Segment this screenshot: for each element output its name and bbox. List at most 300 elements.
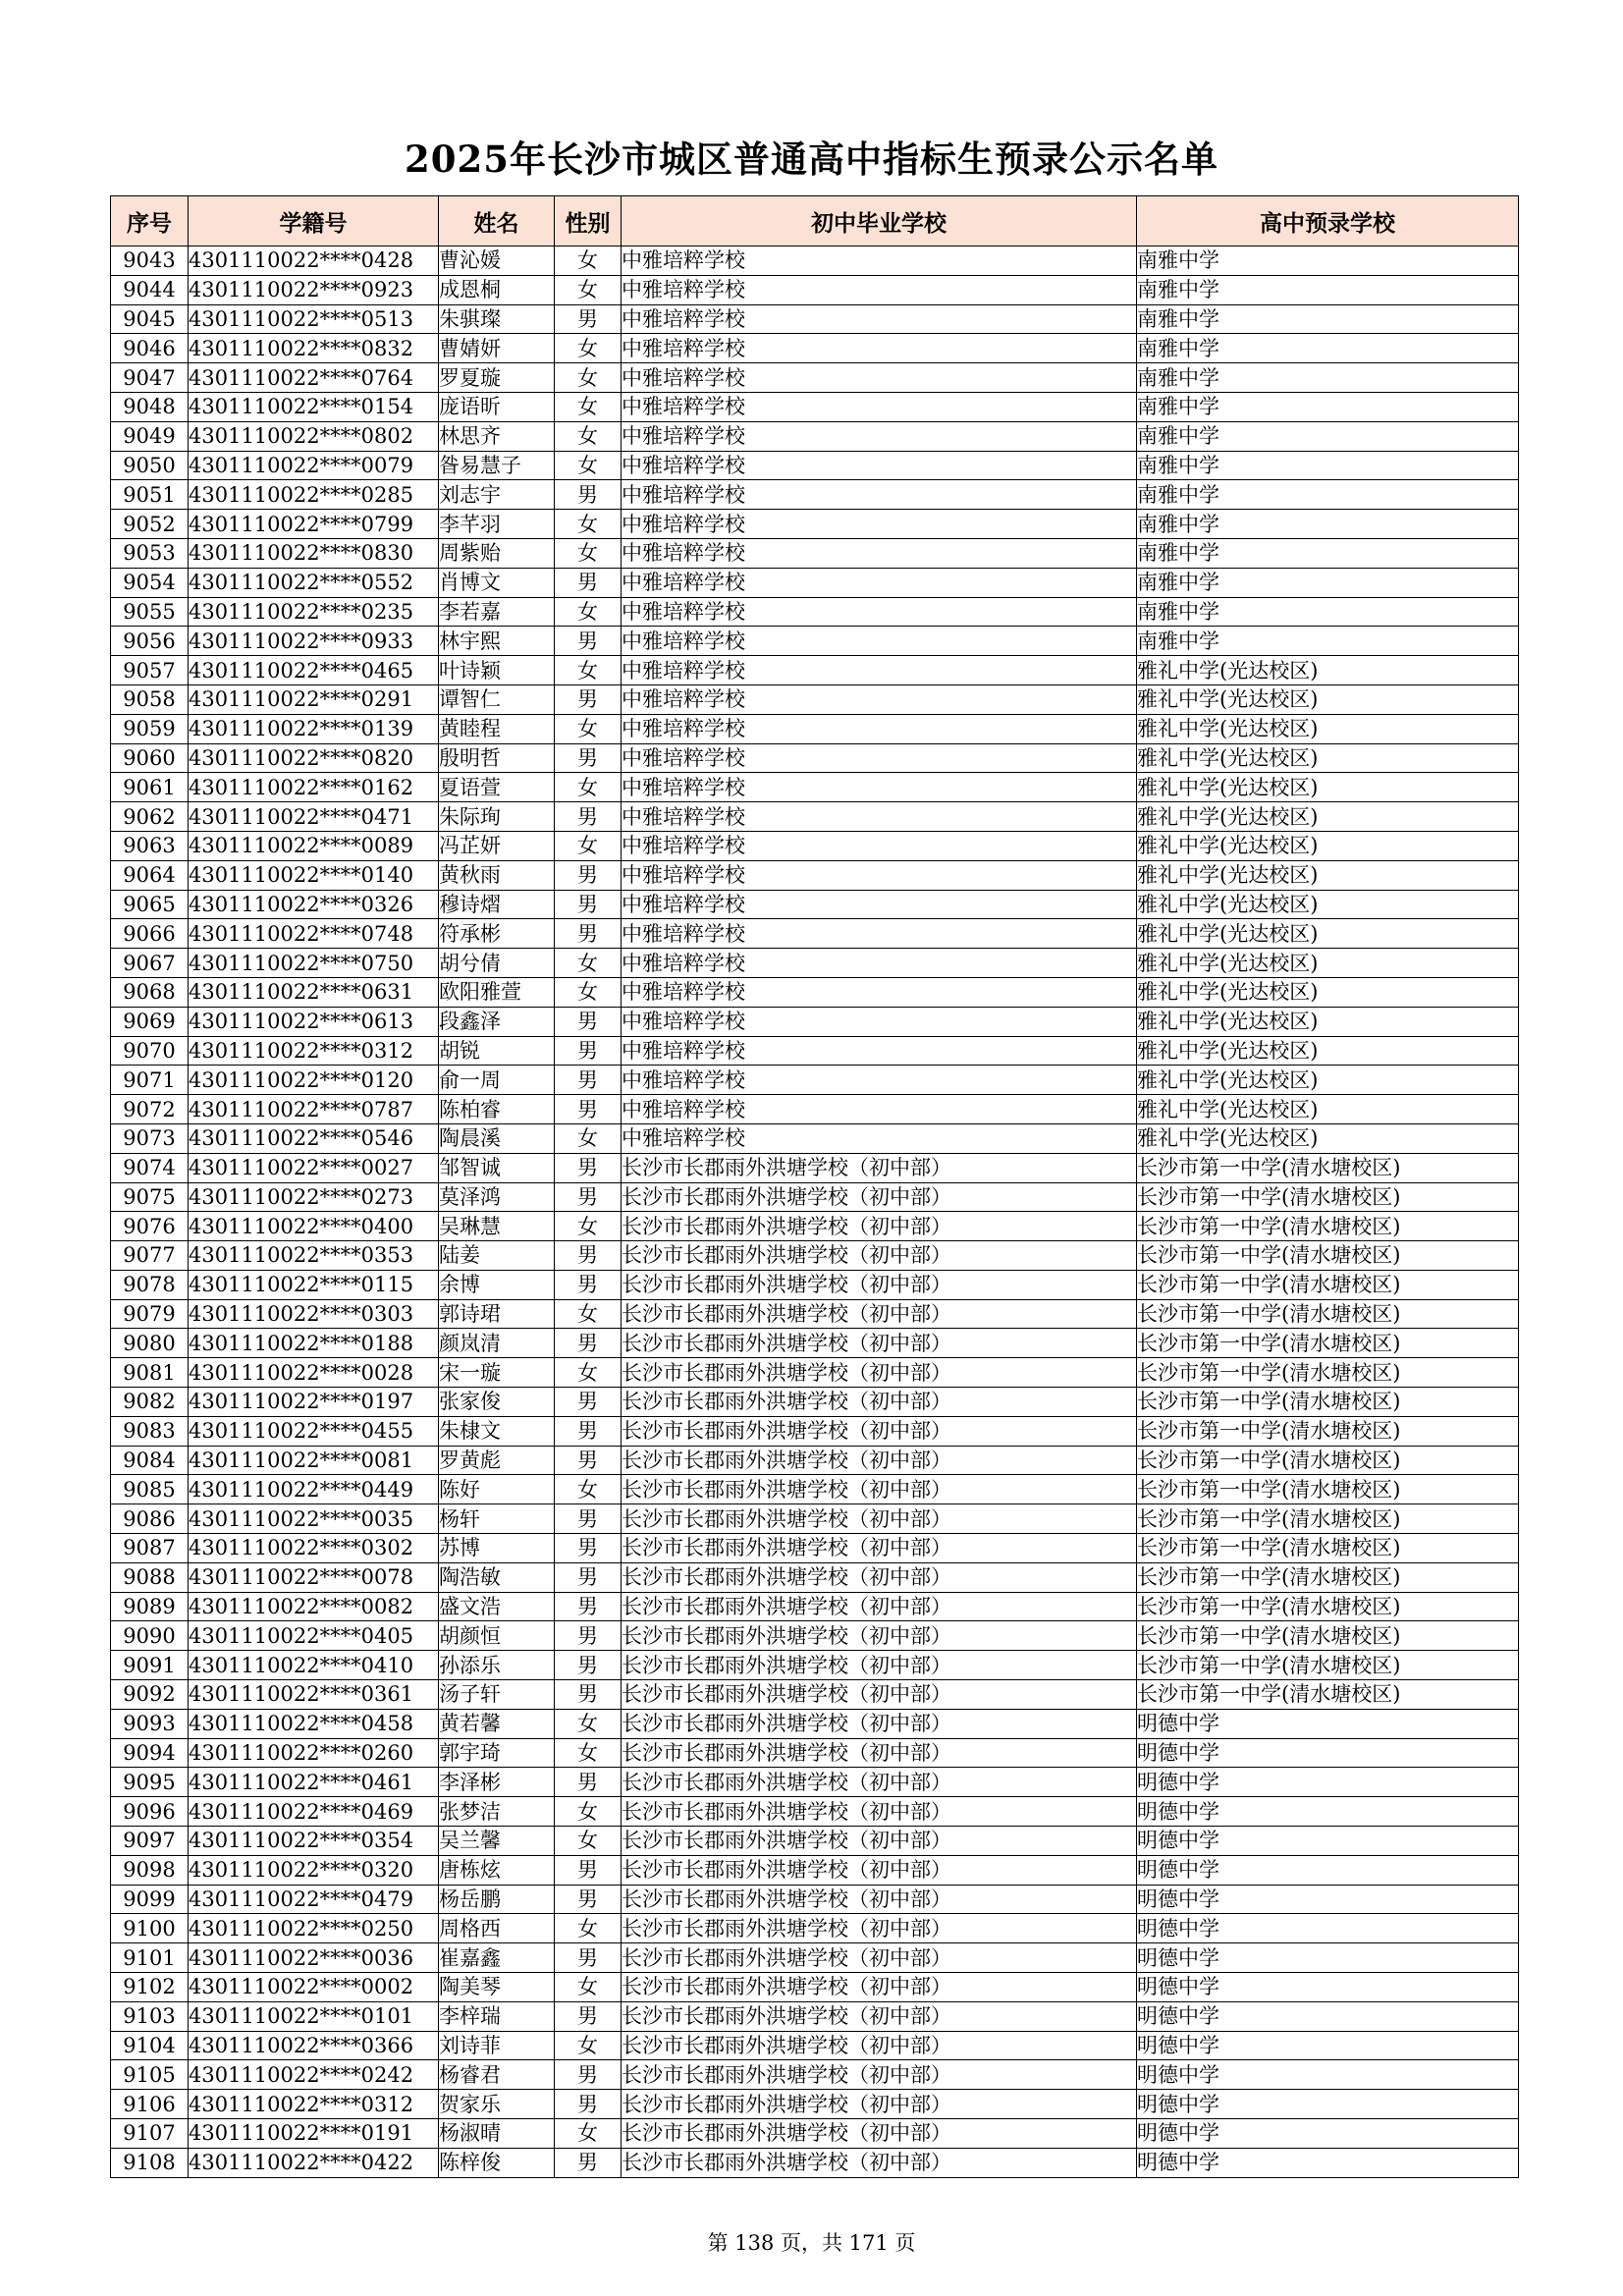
student-name-cell: 胡颜恒 bbox=[439, 1621, 555, 1651]
student-name-cell: 郭宇琦 bbox=[439, 1738, 555, 1768]
column-header-seq: 序号 bbox=[111, 196, 189, 246]
high-school-cell: 长沙市第一中学(清水塘校区) bbox=[1137, 1270, 1519, 1299]
gender-cell: 男 bbox=[555, 627, 622, 656]
table-row bbox=[111, 275, 1519, 304]
gender-cell: 男 bbox=[555, 1036, 622, 1066]
table-row bbox=[111, 1270, 1519, 1299]
high-school-cell: 明德中学 bbox=[1137, 1973, 1519, 2002]
student-name-cell: 殷明哲 bbox=[439, 743, 555, 773]
seq-cell: 9076 bbox=[111, 1212, 189, 1241]
gender-cell: 男 bbox=[555, 2060, 622, 2090]
high-school-cell: 长沙市第一中学(清水塘校区) bbox=[1137, 1182, 1519, 1212]
seq-cell: 9096 bbox=[111, 1797, 189, 1827]
seq-cell: 9046 bbox=[111, 334, 189, 363]
seq-cell: 9095 bbox=[111, 1768, 189, 1797]
gender-cell: 女 bbox=[555, 714, 622, 743]
middle-school-cell: 长沙市长郡雨外洪塘学校（初中部） bbox=[622, 1299, 1137, 1329]
table-row bbox=[111, 363, 1519, 393]
high-school-cell: 长沙市第一中学(清水塘校区) bbox=[1137, 1504, 1519, 1534]
student-name-cell: 叶诗颖 bbox=[439, 656, 555, 685]
table-row bbox=[111, 1153, 1519, 1182]
student-id-cell: 4301110022****0513 bbox=[189, 304, 439, 334]
student-id-cell: 4301110022****0361 bbox=[189, 1680, 439, 1710]
middle-school-cell: 长沙市长郡雨外洪塘学校（初中部） bbox=[622, 1182, 1137, 1212]
table-row bbox=[111, 1329, 1519, 1358]
table-row bbox=[111, 1621, 1519, 1651]
student-name-cell: 黄秋雨 bbox=[439, 860, 555, 890]
table-row bbox=[111, 773, 1519, 802]
student-name-cell: 孙添乐 bbox=[439, 1651, 555, 1680]
student-id-cell: 4301110022****0197 bbox=[189, 1388, 439, 1417]
student-name-cell: 朱棣文 bbox=[439, 1416, 555, 1446]
student-id-cell: 4301110022****0410 bbox=[189, 1651, 439, 1680]
middle-school-cell: 中雅培粹学校 bbox=[622, 510, 1137, 539]
table-row bbox=[111, 597, 1519, 627]
student-id-cell: 4301110022****0353 bbox=[189, 1241, 439, 1271]
high-school-cell: 雅礼中学(光达校区) bbox=[1137, 977, 1519, 1007]
gender-cell: 女 bbox=[555, 2031, 622, 2060]
middle-school-cell: 中雅培粹学校 bbox=[622, 392, 1137, 421]
gender-cell: 男 bbox=[555, 2090, 622, 2119]
seq-cell: 9107 bbox=[111, 2119, 189, 2149]
student-name-cell: 冯芷妍 bbox=[439, 831, 555, 860]
middle-school-cell: 中雅培粹学校 bbox=[622, 363, 1137, 393]
student-name-cell: 黄若馨 bbox=[439, 1709, 555, 1738]
seq-cell: 9073 bbox=[111, 1123, 189, 1153]
table-row bbox=[111, 890, 1519, 919]
gender-cell: 男 bbox=[555, 1066, 622, 1095]
gender-cell: 男 bbox=[555, 1182, 622, 1212]
gender-cell: 女 bbox=[555, 773, 622, 802]
seq-cell: 9101 bbox=[111, 1943, 189, 1973]
seq-cell: 9097 bbox=[111, 1827, 189, 1856]
seq-cell: 9045 bbox=[111, 304, 189, 334]
column-header-gender: 性别 bbox=[555, 196, 622, 246]
student-id-cell: 4301110022****0079 bbox=[189, 451, 439, 480]
student-name-cell: 朱骐璨 bbox=[439, 304, 555, 334]
middle-school-cell: 中雅培粹学校 bbox=[622, 538, 1137, 568]
student-id-cell: 4301110022****0458 bbox=[189, 1709, 439, 1738]
student-name-cell: 张梦洁 bbox=[439, 1797, 555, 1827]
table-row bbox=[111, 1973, 1519, 2002]
student-id-cell: 4301110022****0400 bbox=[189, 1212, 439, 1241]
seq-cell: 9090 bbox=[111, 1621, 189, 1651]
middle-school-cell: 长沙市长郡雨外洪塘学校（初中部） bbox=[622, 1914, 1137, 1943]
middle-school-cell: 中雅培粹学校 bbox=[622, 334, 1137, 363]
gender-cell: 男 bbox=[555, 1651, 622, 1680]
gender-cell: 男 bbox=[555, 1446, 622, 1475]
high-school-cell: 长沙市第一中学(清水塘校区) bbox=[1137, 1534, 1519, 1563]
gender-cell: 女 bbox=[555, 392, 622, 421]
table-row bbox=[111, 2119, 1519, 2149]
student-id-cell: 4301110022****0461 bbox=[189, 1768, 439, 1797]
gender-cell: 男 bbox=[555, 1534, 622, 1563]
middle-school-cell: 长沙市长郡雨外洪塘学校（初中部） bbox=[622, 1592, 1137, 1621]
gender-cell: 男 bbox=[555, 1270, 622, 1299]
student-id-cell: 4301110022****0101 bbox=[189, 2001, 439, 2031]
gender-cell: 女 bbox=[555, 246, 622, 276]
student-name-cell: 李泽彬 bbox=[439, 1768, 555, 1797]
gender-cell: 男 bbox=[555, 1388, 622, 1417]
student-id-cell: 4301110022****0923 bbox=[189, 275, 439, 304]
gender-cell: 女 bbox=[555, 1123, 622, 1153]
middle-school-cell: 长沙市长郡雨外洪塘学校（初中部） bbox=[622, 1973, 1137, 2002]
high-school-cell: 雅礼中学(光达校区) bbox=[1137, 656, 1519, 685]
middle-school-cell: 中雅培粹学校 bbox=[622, 743, 1137, 773]
student-name-cell: 陶美琴 bbox=[439, 1973, 555, 2002]
student-id-cell: 4301110022****0366 bbox=[189, 2031, 439, 2060]
high-school-cell: 雅礼中学(光达校区) bbox=[1137, 684, 1519, 714]
high-school-cell: 明德中学 bbox=[1137, 1768, 1519, 1797]
table-row bbox=[111, 2090, 1519, 2119]
seq-cell: 9061 bbox=[111, 773, 189, 802]
high-school-cell: 雅礼中学(光达校区) bbox=[1137, 831, 1519, 860]
gender-cell: 男 bbox=[555, 860, 622, 890]
high-school-cell: 雅礼中学(光达校区) bbox=[1137, 1007, 1519, 1036]
middle-school-cell: 长沙市长郡雨外洪塘学校（初中部） bbox=[622, 2060, 1137, 2090]
high-school-cell: 雅礼中学(光达校区) bbox=[1137, 1095, 1519, 1124]
table-row bbox=[111, 831, 1519, 860]
table-row bbox=[111, 743, 1519, 773]
high-school-cell: 明德中学 bbox=[1137, 1885, 1519, 1914]
table-row bbox=[111, 1855, 1519, 1885]
student-id-cell: 4301110022****0120 bbox=[189, 1066, 439, 1095]
high-school-cell: 长沙市第一中学(清水塘校区) bbox=[1137, 1475, 1519, 1504]
seq-cell: 9051 bbox=[111, 480, 189, 510]
gender-cell: 男 bbox=[555, 2001, 622, 2031]
student-name-cell: 余博 bbox=[439, 1270, 555, 1299]
high-school-cell: 长沙市第一中学(清水塘校区) bbox=[1137, 1212, 1519, 1241]
table-row bbox=[111, 1885, 1519, 1914]
seq-cell: 9075 bbox=[111, 1182, 189, 1212]
student-id-cell: 4301110022****0449 bbox=[189, 1475, 439, 1504]
gender-cell: 女 bbox=[555, 421, 622, 451]
table-row bbox=[111, 1680, 1519, 1710]
student-name-cell: 谭智仁 bbox=[439, 684, 555, 714]
seq-cell: 9054 bbox=[111, 568, 189, 597]
table-row bbox=[111, 1738, 1519, 1768]
gender-cell: 女 bbox=[555, 538, 622, 568]
seq-cell: 9062 bbox=[111, 802, 189, 832]
high-school-cell: 雅礼中学(光达校区) bbox=[1137, 919, 1519, 949]
high-school-cell: 明德中学 bbox=[1137, 1914, 1519, 1943]
high-school-cell: 南雅中学 bbox=[1137, 451, 1519, 480]
table-row bbox=[111, 510, 1519, 539]
high-school-cell: 长沙市第一中学(清水塘校区) bbox=[1137, 1592, 1519, 1621]
student-id-cell: 4301110022****0802 bbox=[189, 421, 439, 451]
table-row bbox=[111, 1123, 1519, 1153]
student-name-cell: 盛文浩 bbox=[439, 1592, 555, 1621]
student-id-cell: 4301110022****0312 bbox=[189, 1036, 439, 1066]
table-row bbox=[111, 1241, 1519, 1271]
high-school-cell: 长沙市第一中学(清水塘校区) bbox=[1137, 1388, 1519, 1417]
table-row bbox=[111, 1446, 1519, 1475]
student-name-cell: 苏博 bbox=[439, 1534, 555, 1563]
high-school-cell: 长沙市第一中学(清水塘校区) bbox=[1137, 1446, 1519, 1475]
middle-school-cell: 长沙市长郡雨外洪塘学校（初中部） bbox=[622, 1651, 1137, 1680]
table-row bbox=[111, 977, 1519, 1007]
seq-cell: 9093 bbox=[111, 1709, 189, 1738]
student-name-cell: 杨岳鹏 bbox=[439, 1885, 555, 1914]
seq-cell: 9055 bbox=[111, 597, 189, 627]
student-name-cell: 李梓瑞 bbox=[439, 2001, 555, 2031]
student-id-cell: 4301110022****0933 bbox=[189, 627, 439, 656]
gender-cell: 女 bbox=[555, 1738, 622, 1768]
gender-cell: 男 bbox=[555, 1885, 622, 1914]
seq-cell: 9059 bbox=[111, 714, 189, 743]
seq-cell: 9078 bbox=[111, 1270, 189, 1299]
seq-cell: 9105 bbox=[111, 2060, 189, 2090]
student-id-cell: 4301110022****0455 bbox=[189, 1416, 439, 1446]
seq-cell: 9091 bbox=[111, 1651, 189, 1680]
middle-school-cell: 长沙市长郡雨外洪塘学校（初中部） bbox=[622, 1768, 1137, 1797]
student-name-cell: 杨淑晴 bbox=[439, 2119, 555, 2149]
gender-cell: 男 bbox=[555, 1768, 622, 1797]
gender-cell: 男 bbox=[555, 890, 622, 919]
seq-cell: 9069 bbox=[111, 1007, 189, 1036]
table-body bbox=[111, 246, 1519, 2178]
table-row bbox=[111, 714, 1519, 743]
admission-table bbox=[110, 195, 1519, 2178]
middle-school-cell: 中雅培粹学校 bbox=[622, 949, 1137, 978]
seq-cell: 9048 bbox=[111, 392, 189, 421]
high-school-cell: 雅礼中学(光达校区) bbox=[1137, 743, 1519, 773]
student-name-cell: 罗夏璇 bbox=[439, 363, 555, 393]
gender-cell: 男 bbox=[555, 1855, 622, 1885]
student-id-cell: 4301110022****0162 bbox=[189, 773, 439, 802]
seq-cell: 9049 bbox=[111, 421, 189, 451]
middle-school-cell: 长沙市长郡雨外洪塘学校（初中部） bbox=[622, 2031, 1137, 2060]
gender-cell: 女 bbox=[555, 1475, 622, 1504]
table-row bbox=[111, 1562, 1519, 1592]
student-name-cell: 宋一璇 bbox=[439, 1358, 555, 1388]
gender-cell: 男 bbox=[555, 304, 622, 334]
table-row bbox=[111, 1007, 1519, 1036]
table-row bbox=[111, 480, 1519, 510]
gender-cell: 男 bbox=[555, 1680, 622, 1710]
seq-cell: 9104 bbox=[111, 2031, 189, 2060]
seq-cell: 9060 bbox=[111, 743, 189, 773]
student-id-cell: 4301110022****0273 bbox=[189, 1182, 439, 1212]
seq-cell: 9081 bbox=[111, 1358, 189, 1388]
student-id-cell: 4301110022****0830 bbox=[189, 538, 439, 568]
student-name-cell: 曹婧妍 bbox=[439, 334, 555, 363]
seq-cell: 9044 bbox=[111, 275, 189, 304]
high-school-cell: 南雅中学 bbox=[1137, 510, 1519, 539]
gender-cell: 男 bbox=[555, 1007, 622, 1036]
middle-school-cell: 长沙市长郡雨外洪塘学校（初中部） bbox=[622, 1212, 1137, 1241]
high-school-cell: 明德中学 bbox=[1137, 1827, 1519, 1856]
high-school-cell: 雅礼中学(光达校区) bbox=[1137, 1036, 1519, 1066]
table-row bbox=[111, 1592, 1519, 1621]
student-name-cell: 曹沁媛 bbox=[439, 246, 555, 276]
student-name-cell: 周格西 bbox=[439, 1914, 555, 1943]
middle-school-cell: 长沙市长郡雨外洪塘学校（初中部） bbox=[622, 2001, 1137, 2031]
student-name-cell: 罗黄彪 bbox=[439, 1446, 555, 1475]
high-school-cell: 明德中学 bbox=[1137, 2001, 1519, 2031]
student-id-cell: 4301110022****0235 bbox=[189, 597, 439, 627]
table-row bbox=[111, 1036, 1519, 1066]
seq-cell: 9102 bbox=[111, 1973, 189, 2002]
gender-cell: 男 bbox=[555, 1592, 622, 1621]
student-name-cell: 欧阳雅萱 bbox=[439, 977, 555, 1007]
student-id-cell: 4301110022****0552 bbox=[189, 568, 439, 597]
student-name-cell: 贺家乐 bbox=[439, 2090, 555, 2119]
student-name-cell: 朱际珣 bbox=[439, 802, 555, 832]
middle-school-cell: 长沙市长郡雨外洪塘学校（初中部） bbox=[622, 1621, 1137, 1651]
table-row bbox=[111, 392, 1519, 421]
student-name-cell: 刘志宇 bbox=[439, 480, 555, 510]
high-school-cell: 长沙市第一中学(清水塘校区) bbox=[1137, 1651, 1519, 1680]
student-name-cell: 成恩桐 bbox=[439, 275, 555, 304]
student-id-cell: 4301110022****0479 bbox=[189, 1885, 439, 1914]
middle-school-cell: 中雅培粹学校 bbox=[622, 480, 1137, 510]
middle-school-cell: 长沙市长郡雨外洪塘学校（初中部） bbox=[622, 1416, 1137, 1446]
student-name-cell: 胡兮倩 bbox=[439, 949, 555, 978]
student-id-cell: 4301110022****0242 bbox=[189, 2060, 439, 2090]
student-name-cell: 林思齐 bbox=[439, 421, 555, 451]
student-name-cell: 吴兰馨 bbox=[439, 1827, 555, 1856]
seq-cell: 9068 bbox=[111, 977, 189, 1007]
table-row bbox=[111, 2148, 1519, 2177]
high-school-cell: 长沙市第一中学(清水塘校区) bbox=[1137, 1562, 1519, 1592]
student-name-cell: 李若嘉 bbox=[439, 597, 555, 627]
gender-cell: 男 bbox=[555, 568, 622, 597]
student-name-cell: 林宇熙 bbox=[439, 627, 555, 656]
high-school-cell: 雅礼中学(光达校区) bbox=[1137, 802, 1519, 832]
middle-school-cell: 长沙市长郡雨外洪塘学校（初中部） bbox=[622, 1738, 1137, 1768]
middle-school-cell: 长沙市长郡雨外洪塘学校（初中部） bbox=[622, 1388, 1137, 1417]
table-row bbox=[111, 919, 1519, 949]
middle-school-cell: 中雅培粹学校 bbox=[622, 656, 1137, 685]
high-school-cell: 雅礼中学(光达校区) bbox=[1137, 890, 1519, 919]
middle-school-cell: 中雅培粹学校 bbox=[622, 568, 1137, 597]
student-id-cell: 4301110022****0081 bbox=[189, 1446, 439, 1475]
middle-school-cell: 中雅培粹学校 bbox=[622, 246, 1137, 276]
seq-cell: 9050 bbox=[111, 451, 189, 480]
table-row bbox=[111, 1066, 1519, 1095]
student-id-cell: 4301110022****0035 bbox=[189, 1504, 439, 1534]
seq-cell: 9072 bbox=[111, 1095, 189, 1124]
seq-cell: 9086 bbox=[111, 1504, 189, 1534]
seq-cell: 9067 bbox=[111, 949, 189, 978]
middle-school-cell: 长沙市长郡雨外洪塘学校（初中部） bbox=[622, 1562, 1137, 1592]
gender-cell: 女 bbox=[555, 1797, 622, 1827]
seq-cell: 9058 bbox=[111, 684, 189, 714]
table-row bbox=[111, 1504, 1519, 1534]
student-name-cell: 符承彬 bbox=[439, 919, 555, 949]
table-row bbox=[111, 421, 1519, 451]
middle-school-cell: 中雅培粹学校 bbox=[622, 275, 1137, 304]
column-header-high-school: 高中预录学校 bbox=[1137, 196, 1519, 246]
gender-cell: 男 bbox=[555, 480, 622, 510]
gender-cell: 男 bbox=[555, 1504, 622, 1534]
middle-school-cell: 长沙市长郡雨外洪塘学校（初中部） bbox=[622, 1504, 1137, 1534]
high-school-cell: 明德中学 bbox=[1137, 2060, 1519, 2090]
middle-school-cell: 长沙市长郡雨外洪塘学校（初中部） bbox=[622, 1943, 1137, 1973]
student-id-cell: 4301110022****0748 bbox=[189, 919, 439, 949]
seq-cell: 9052 bbox=[111, 510, 189, 539]
high-school-cell: 明德中学 bbox=[1137, 1709, 1519, 1738]
table-row bbox=[111, 1095, 1519, 1124]
middle-school-cell: 中雅培粹学校 bbox=[622, 890, 1137, 919]
student-name-cell: 陈梓俊 bbox=[439, 2148, 555, 2177]
table-row bbox=[111, 1182, 1519, 1212]
seq-cell: 9083 bbox=[111, 1416, 189, 1446]
high-school-cell: 明德中学 bbox=[1137, 2119, 1519, 2149]
gender-cell: 女 bbox=[555, 977, 622, 1007]
student-id-cell: 4301110022****0471 bbox=[189, 802, 439, 832]
middle-school-cell: 长沙市长郡雨外洪塘学校（初中部） bbox=[622, 1534, 1137, 1563]
student-id-cell: 4301110022****0078 bbox=[189, 1562, 439, 1592]
middle-school-cell: 中雅培粹学校 bbox=[622, 860, 1137, 890]
student-id-cell: 4301110022****0465 bbox=[189, 656, 439, 685]
student-id-cell: 4301110022****0285 bbox=[189, 480, 439, 510]
gender-cell: 男 bbox=[555, 1095, 622, 1124]
high-school-cell: 长沙市第一中学(清水塘校区) bbox=[1137, 1416, 1519, 1446]
high-school-cell: 南雅中学 bbox=[1137, 480, 1519, 510]
student-id-cell: 4301110022****0188 bbox=[189, 1329, 439, 1358]
middle-school-cell: 长沙市长郡雨外洪塘学校（初中部） bbox=[622, 2148, 1137, 2177]
student-name-cell: 胡锐 bbox=[439, 1036, 555, 1066]
gender-cell: 女 bbox=[555, 597, 622, 627]
high-school-cell: 南雅中学 bbox=[1137, 627, 1519, 656]
table-row bbox=[111, 1388, 1519, 1417]
student-id-cell: 4301110022****0139 bbox=[189, 714, 439, 743]
table-row bbox=[111, 538, 1519, 568]
student-id-cell: 4301110022****0082 bbox=[189, 1592, 439, 1621]
student-id-cell: 4301110022****0302 bbox=[189, 1534, 439, 1563]
middle-school-cell: 中雅培粹学校 bbox=[622, 597, 1137, 627]
high-school-cell: 南雅中学 bbox=[1137, 392, 1519, 421]
high-school-cell: 长沙市第一中学(清水塘校区) bbox=[1137, 1299, 1519, 1329]
student-id-cell: 4301110022****0799 bbox=[189, 510, 439, 539]
gender-cell: 男 bbox=[555, 1562, 622, 1592]
student-id-cell: 4301110022****0291 bbox=[189, 684, 439, 714]
gender-cell: 男 bbox=[555, 1621, 622, 1651]
seq-cell: 9103 bbox=[111, 2001, 189, 2031]
table-row bbox=[111, 1827, 1519, 1856]
table-row bbox=[111, 860, 1519, 890]
gender-cell: 女 bbox=[555, 275, 622, 304]
page-footer: 第 138 页，共 171 页 bbox=[707, 2231, 916, 2255]
table-row bbox=[111, 1475, 1519, 1504]
student-id-cell: 4301110022****0820 bbox=[189, 743, 439, 773]
seq-cell: 9056 bbox=[111, 627, 189, 656]
high-school-cell: 南雅中学 bbox=[1137, 304, 1519, 334]
table-row bbox=[111, 2031, 1519, 2060]
student-id-cell: 4301110022****0631 bbox=[189, 977, 439, 1007]
high-school-cell: 雅礼中学(光达校区) bbox=[1137, 773, 1519, 802]
table-row bbox=[111, 1651, 1519, 1680]
table-row bbox=[111, 949, 1519, 978]
high-school-cell: 南雅中学 bbox=[1137, 538, 1519, 568]
gender-cell: 女 bbox=[555, 334, 622, 363]
student-name-cell: 李芊羽 bbox=[439, 510, 555, 539]
middle-school-cell: 长沙市长郡雨外洪塘学校（初中部） bbox=[622, 1709, 1137, 1738]
seq-cell: 9065 bbox=[111, 890, 189, 919]
seq-cell: 9077 bbox=[111, 1241, 189, 1271]
gender-cell: 男 bbox=[555, 802, 622, 832]
table-row bbox=[111, 1943, 1519, 1973]
seq-cell: 9084 bbox=[111, 1446, 189, 1475]
student-id-cell: 4301110022****0154 bbox=[189, 392, 439, 421]
student-id-cell: 4301110022****0250 bbox=[189, 1914, 439, 1943]
gender-cell: 男 bbox=[555, 2148, 622, 2177]
student-id-cell: 4301110022****0764 bbox=[189, 363, 439, 393]
high-school-cell: 明德中学 bbox=[1137, 2148, 1519, 2177]
seq-cell: 9087 bbox=[111, 1534, 189, 1563]
